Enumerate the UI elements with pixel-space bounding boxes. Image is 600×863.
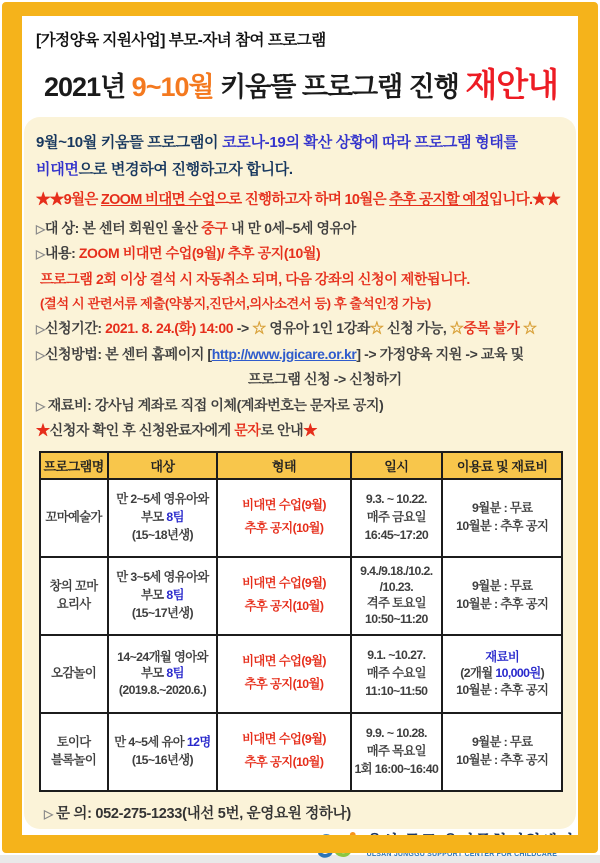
table-row <box>40 557 563 635</box>
cell-fee: 9월분 : 무료 10월분 : 추후 공지 <box>442 713 562 791</box>
absence-warning-2: (결석 시 관련서류 제출(약봉지,진단서,의사소견서 등) 후 출석인정 가능) <box>40 296 431 312</box>
poster-header <box>22 16 578 106</box>
col-header-program: 프로그램명 <box>40 452 108 479</box>
star-outline-icon: ☆ <box>523 320 537 337</box>
col-header-fee: 이용료 및 재료비 <box>442 452 562 479</box>
triangle-bullet-icon: ▷ <box>36 347 45 362</box>
detail-period: ▷신청기간: 2021. 8. 24.(화) 14:00 -> ☆ 영유아 1인 1강좌☆ 신청 가능, ☆중복 불가 ☆ <box>36 320 537 337</box>
title-months: 9~10월 <box>131 72 214 102</box>
star-outline-icon: ☆ <box>369 320 384 337</box>
zoom-notice-line: ★★9월은 ZOOM 비대면 수업으로 진행하고자 하며 10월은 추후 공지할 예정입니다.★★ <box>36 192 560 208</box>
org-name-block <box>367 833 574 859</box>
table-row <box>40 713 563 791</box>
cell-schedule: 9.9. ~ 10.28. 매주 목요일 1회 16:00~16:40 <box>351 713 442 791</box>
cell-format: 비대면 수업(9월) 추후 공지(10월) <box>217 479 350 557</box>
title-year: 2021년 <box>44 72 132 102</box>
program-table <box>39 451 564 792</box>
title-middle: 키움뜰 프로그램 진행 <box>213 72 466 102</box>
detail-method-line2: 프로그램 신청 -> 신청하기 <box>248 371 402 388</box>
program-table-header <box>40 452 563 479</box>
cell-target: 14~24개월 영아와 부모 8팀 (2019.8.~2020.6.) <box>108 635 218 713</box>
org-name-english: ULSAN JUNGGU SUPPORT CENTER FOR CHILDCARE <box>366 850 558 858</box>
program-tag: [가정양육 지원사업] 부모-자녀 참여 프로그램 <box>36 32 326 49</box>
cell-format: 비대면 수업(9월) 추후 공지(10월) <box>217 635 350 713</box>
footer <box>22 829 578 863</box>
poster-content <box>22 16 578 858</box>
triangle-bullet-icon: ▷ <box>36 322 45 337</box>
triangle-bullet-icon: ▷ <box>36 398 48 413</box>
triangle-bullet-icon: ▷ <box>44 806 56 821</box>
cell-target: 만 3~5세 영유아와 부모 8팀 (15~17년생) <box>108 557 218 635</box>
cell-schedule: 9.3. ~ 10.22. 매주 금요일 16:45~17:20 <box>351 479 442 557</box>
page-title <box>36 59 566 106</box>
cell-program-name: 꼬마예술가 <box>40 479 108 557</box>
table-row <box>40 479 563 557</box>
detail-target: ▷대 상: 본 센터 회원인 울산 중구 내 만 0세~5세 영유아 <box>36 220 356 236</box>
star-filled-icon: ★ <box>36 422 50 439</box>
detail-method: ▷신청방법: 본 센터 홈페이지 [http://www.jgicare.or.kr] -> 가정양육 지원 -> 교육 및 <box>36 345 524 362</box>
center-homepage-link[interactable]: http://www.jgicare.or.kr <box>211 345 357 362</box>
cell-fee: 9월분 : 무료 10월분 : 추후 공지 <box>442 479 562 557</box>
cell-schedule: 9.1. ~10.27. 매주 수요일 11:10~11:50 <box>351 635 442 713</box>
cell-fee: 재료비 (2개월 10,000원) 10월분 : 추후 공지 <box>442 635 562 713</box>
cell-fee: 9월분 : 무료 10월분 : 추후 공지 <box>442 557 562 635</box>
col-header-schedule: 일시 <box>351 452 442 479</box>
intro-line-2: 비대면으로 변경하여 진행하고자 합니다. <box>36 161 293 178</box>
cell-program-name: 토이다 블록놀이 <box>40 713 108 791</box>
intro-line-1: 9월~10월 키움뜰 프로그램이 코로나-19의 확산 상황에 따라 프로그램 형태를 <box>36 134 518 151</box>
announcement-panel <box>24 117 576 829</box>
cell-program-name: 오감놀이 <box>40 635 108 713</box>
star-filled-icon: ★ <box>303 422 317 439</box>
cell-format: 비대면 수업(9월) 추후 공지(10월) <box>217 713 350 791</box>
org-name-korean: 울산 중구 육아종합지원센터 <box>366 832 574 851</box>
table-row <box>40 635 563 713</box>
detail-fee: ▷ 재료비: 강사님 계좌로 직접 이체(계좌번호는 문자로 공지) <box>36 396 384 413</box>
triangle-bullet-icon: ▷ <box>36 247 45 262</box>
cell-target: 만 4~5세 유아 12명 (15~16년생) <box>108 713 218 791</box>
intro-paragraph <box>36 129 566 183</box>
center-logo-icon <box>316 829 360 863</box>
sms-notice-line: ★신청자 확인 후 신청완료자에게 문자로 안내★ <box>36 422 317 439</box>
star-left: ★★ <box>36 192 64 208</box>
star-right: ★★ <box>532 192 560 208</box>
triangle-bullet-icon: ▷ <box>36 222 45 236</box>
star-outline-icon: ☆ <box>449 320 464 337</box>
detail-content: ▷내용: ZOOM 비대면 수업(9월)/ 추후 공지(10월) <box>36 245 321 262</box>
contact-info: ▷ 문 의: 052-275-1233(내선 5번, 운영요원 정하나) <box>44 805 351 822</box>
title-notice: 재안내 <box>465 66 558 103</box>
col-header-target: 대상 <box>108 452 218 479</box>
star-outline-icon: ☆ <box>252 320 266 337</box>
col-header-format: 형태 <box>217 452 350 479</box>
cell-target: 만 2~5세 영유아와 부모 8팀 (15~18년생) <box>108 479 218 557</box>
cell-program-name: 창의 꼬마 요리사 <box>40 557 108 635</box>
cell-format: 비대면 수업(9월) 추후 공지(10월) <box>217 557 350 635</box>
cell-schedule: 9.4./9.18./10.2. /10.23. 격주 토요일 10:50~11:20 <box>351 557 442 635</box>
absence-warning-1: 프로그램 2회 이상 결석 시 자동취소 되며, 다음 강좌의 신청이 제한됩니다. <box>40 270 470 287</box>
